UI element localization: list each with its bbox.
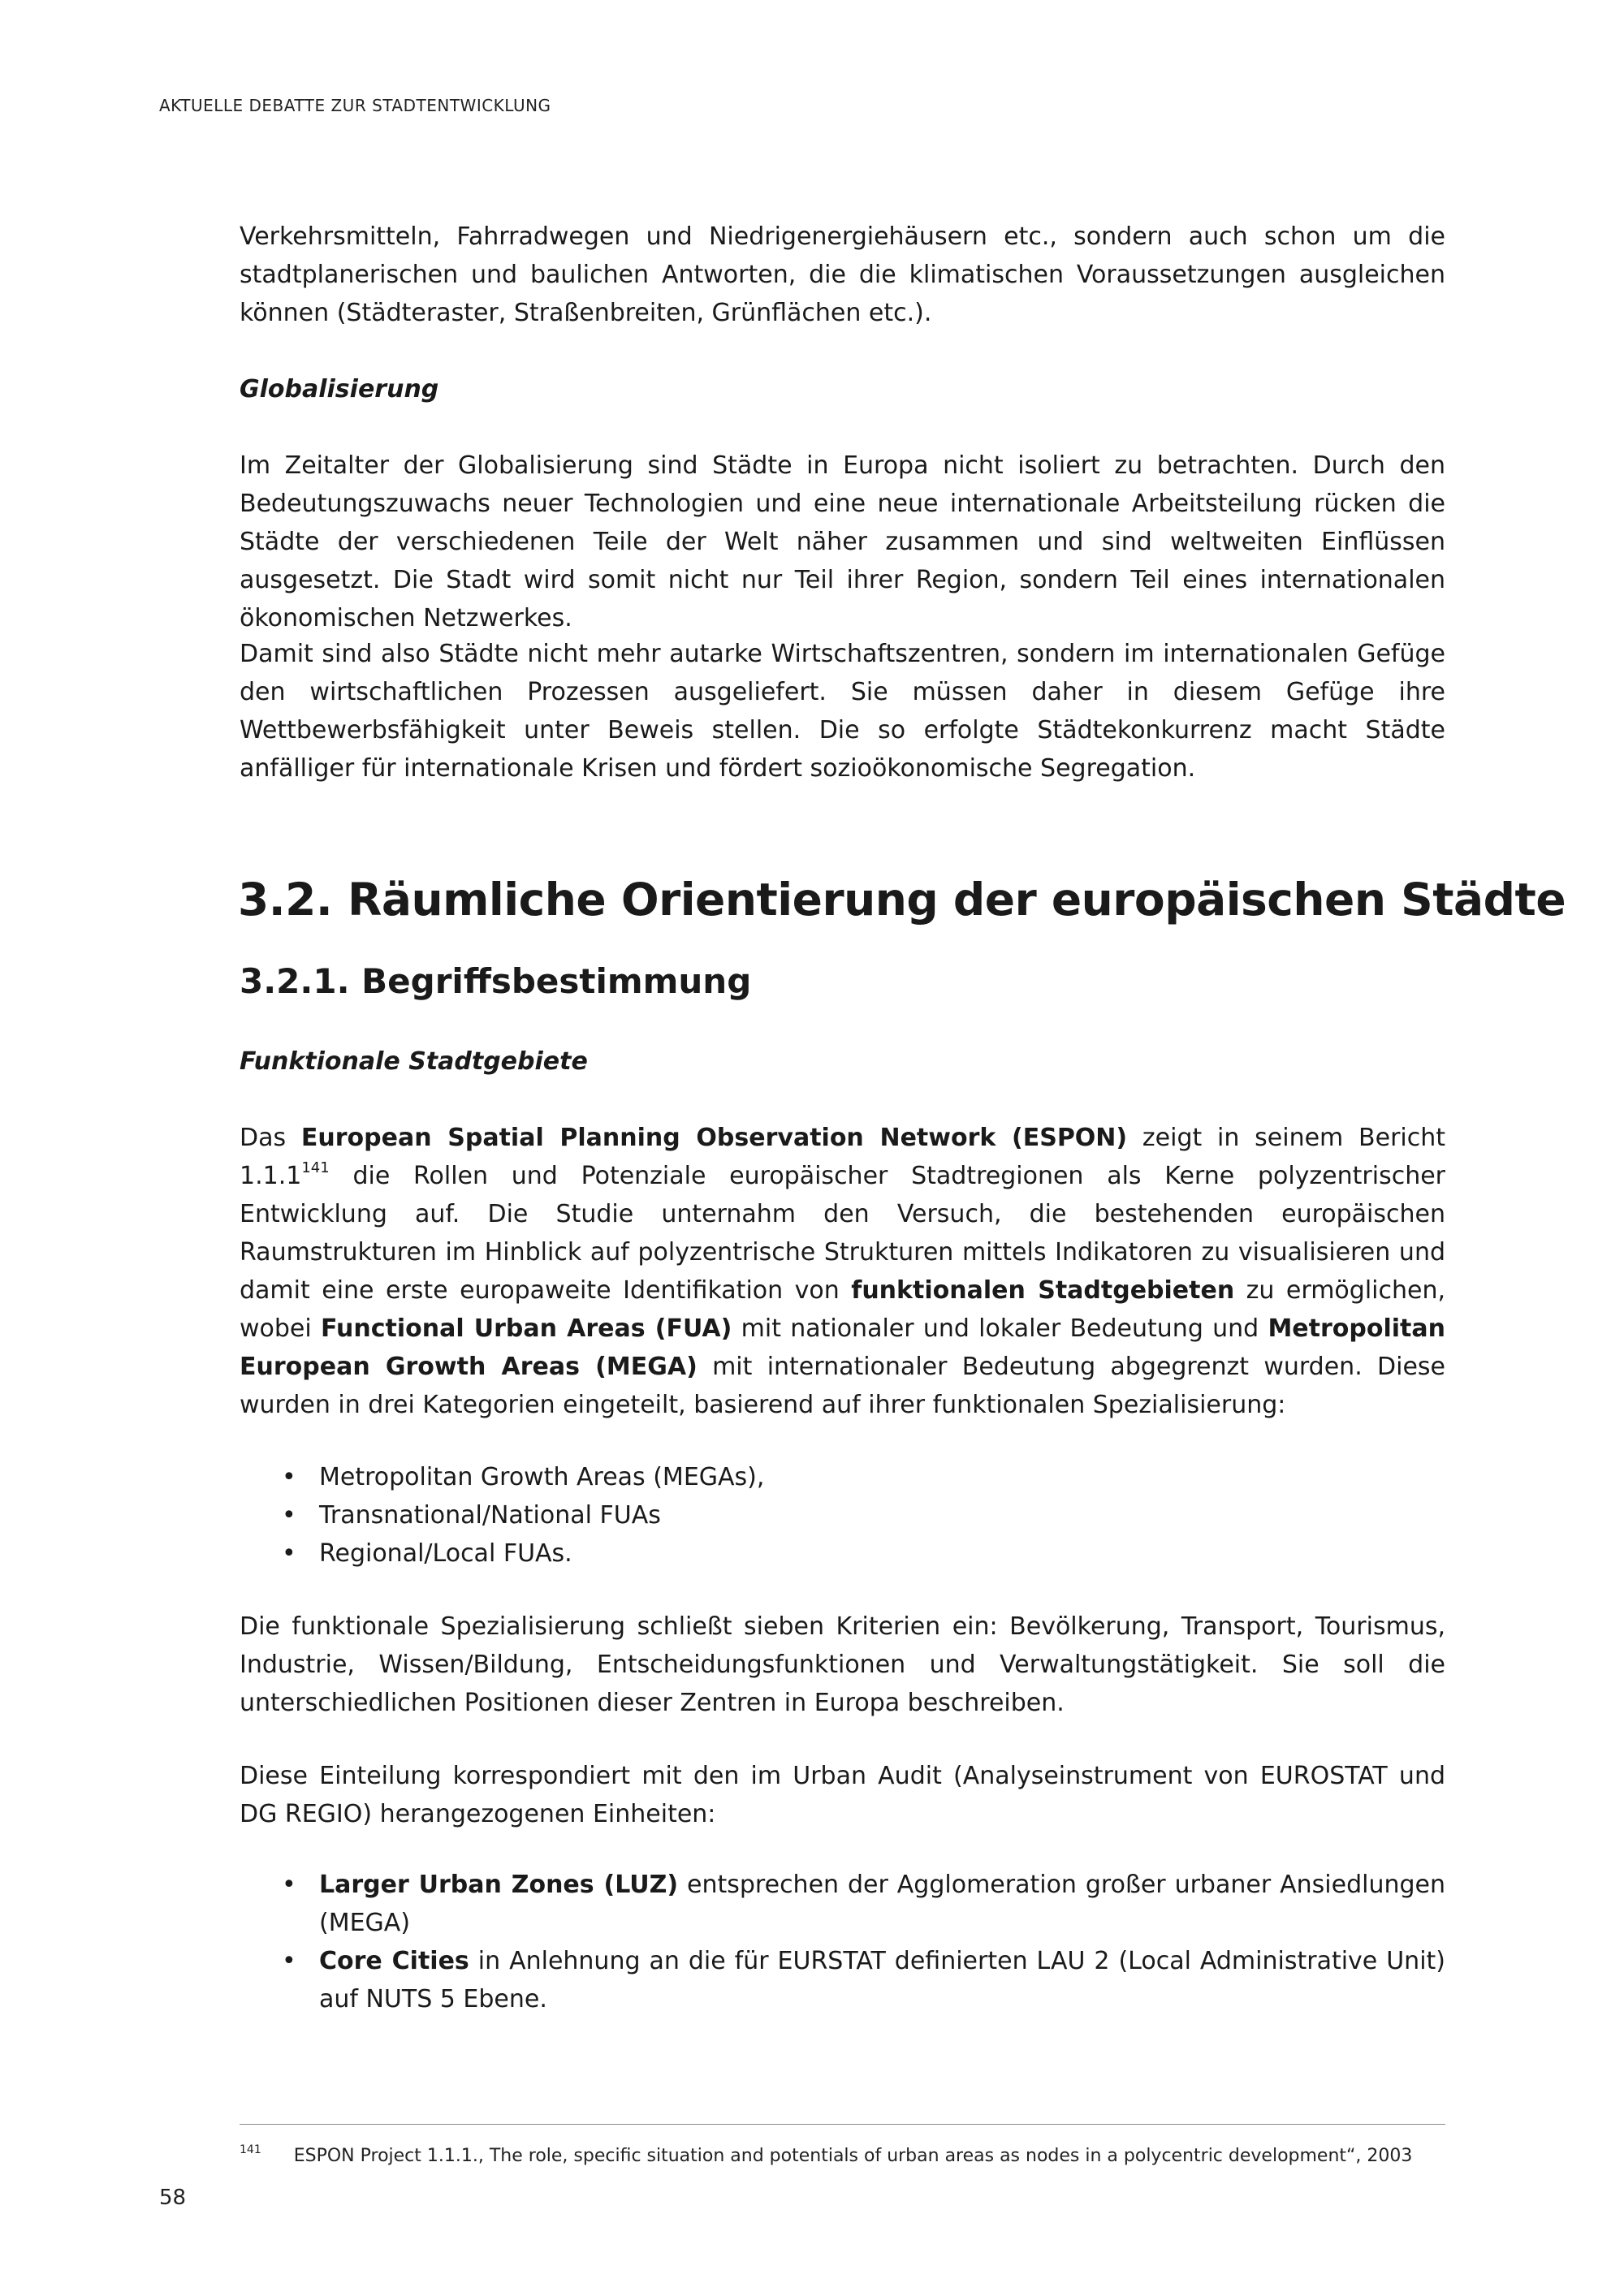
espon-term-mega: Metropolitan European Growth Areas (MEGA) xyxy=(240,1314,1445,1381)
list-item xyxy=(240,1534,1445,1573)
list-item-text: Metropolitan Growth Areas (MEGAs), xyxy=(319,1463,765,1491)
globalisierung-paragraph-2: Damit sind also Städte nicht mehr autarke Wirtschaftszentren, sondern im internationalen Gefüge den wirtschaftlichen Prozessen ausgeliefert. Sie müssen daher in diesem Gefüge ihre Wettbewerbsfähigkeit unter Beweis stellen. Die so erfolgte Städtekonkurrenz macht Städte anfälliger für internationale Krisen und fördert sozioökonomische Segregation. xyxy=(240,640,1445,783)
bullet-icon: • xyxy=(282,1539,296,1568)
espon-term-funktionale-stadtgebiete: funktionalen Stadtgebieten xyxy=(851,1276,1235,1305)
list-item xyxy=(240,1866,1445,1942)
footnote xyxy=(240,2143,1445,2166)
spezialisierung-paragraph: Die funktionale Spezialisierung schließt sieben Kriterien ein: Bevölkerung, Transport, Tourismus, Industrie, Wissen/Bildung, Entscheidungsfunktionen und Verwaltungstätigkeit. Sie soll die unterschiedlichen Positionen dieser Zentren in Europa beschreiben. xyxy=(240,1612,1445,1717)
page-number: 58 xyxy=(159,2186,187,2210)
espon-text-5: mit nationaler und lokaler Bedeutung und xyxy=(732,1314,1268,1343)
espon-paragraph xyxy=(240,1119,1445,1424)
list-item-text: Transnational/National FUAs xyxy=(319,1501,661,1530)
urban-audit-paragraph: Diese Einteilung korrespondiert mit den im Urban Audit (Analyseinstrument von EUROSTAT und DG REGIO) herangezogenen Einheiten: xyxy=(240,1762,1445,1828)
espon-term-espon: European Spatial Planning Observation Network (ESPON) xyxy=(300,1124,1128,1152)
espon-term-fua: Functional Urban Areas (FUA) xyxy=(320,1314,732,1343)
globalisierung-heading: Globalisierung xyxy=(240,375,439,404)
footnote-reference[interactable]: 141 xyxy=(301,1159,330,1176)
section-title: 3.2. Räumliche Orientierung der europäischen Städte xyxy=(238,874,1566,926)
espon-text-1: Das xyxy=(240,1124,301,1152)
bullet-icon: • xyxy=(282,1947,296,1975)
bullet-icon: • xyxy=(282,1463,296,1491)
footnote-divider xyxy=(240,2124,1445,2125)
list-item-term: Larger Urban Zones (LUZ) xyxy=(319,1871,679,1899)
footnote-number: 141 xyxy=(240,2143,261,2156)
list-item xyxy=(240,1458,1445,1496)
list-item-text: in Anlehnung an die für EURSTAT definierten LAU 2 (Local Administrative Unit) auf NUTS 5 Ebene. xyxy=(319,1947,1446,2013)
espon-text-2: zeigt in seinem Bericht 1.1.1 xyxy=(240,1124,1446,1190)
list-item-text: Regional/Local FUAs. xyxy=(319,1539,572,1568)
audit-units-list xyxy=(240,1866,1445,2018)
subsection-title: 3.2.1. Begriffsbestimmung xyxy=(240,961,752,1001)
espon-text-6: mit internationaler Bedeutung abgegrenzt wurden. Diese wurden in drei Kategorien eingeteilt, basierend auf ihrer funktionalen Spezialisierung: xyxy=(240,1353,1445,1419)
bullet-icon: • xyxy=(282,1871,296,1899)
list-item-text: entsprechen der Agglomeration großer urbaner Ansiedlungen (MEGA) xyxy=(319,1871,1445,1937)
globalisierung-paragraph-1: Im Zeitalter der Globalisierung sind Städte in Europa nicht isoliert zu betrachten. Durch den Bedeutungszuwachs neuer Technologien und eine neue internationale Arbeitsteilung rücken die Städte der verschiedenen Teile der Welt näher zusammen und sind weltweiten Einflüssen ausgesetzt. Die Stadt wird somit nicht nur Teil ihrer Region, sondern Teil eines internationalen ökonomischen Netzwerkes. xyxy=(240,451,1445,632)
funktionale-stadtgebiete-heading: Funktionale Stadtgebiete xyxy=(240,1047,588,1076)
bullet-icon: • xyxy=(282,1501,296,1530)
footnote-text: ESPON Project 1.1.1., The role, specific situation and potentials of urban areas as nodes in a polycentric development“, 2003 xyxy=(293,2146,1413,2166)
category-list xyxy=(240,1458,1445,1573)
list-item xyxy=(240,1942,1445,2018)
list-item xyxy=(240,1496,1445,1534)
list-item-term: Core Cities xyxy=(319,1947,469,1975)
running-header: AKTUELLE DEBATTE ZUR STADTENTWICKLUNG xyxy=(159,96,551,115)
espon-text-4: zu ermöglichen, wobei xyxy=(240,1276,1446,1343)
intro-paragraph: Verkehrsmitteln, Fahrradwegen und Niedrigenergiehäusern etc., sondern auch schon um die stadtplanerischen und baulichen Antworten, die die klimatischen Voraussetzungen ausgleichen können (Städteraster, Straßenbreiten, Grünflächen etc.). xyxy=(240,222,1445,327)
espon-text-3: die Rollen und Potenziale europäischer Stadtregionen als Kerne polyzentrischer Entwicklung auf. Die Studie unternahm den Versuch, die bestehenden europäischen Raumstrukturen im Hinblick auf polyzentrische Strukturen mittels Indikatoren zu visualisieren und damit eine erste europaweite Identifikation von xyxy=(240,1162,1445,1305)
